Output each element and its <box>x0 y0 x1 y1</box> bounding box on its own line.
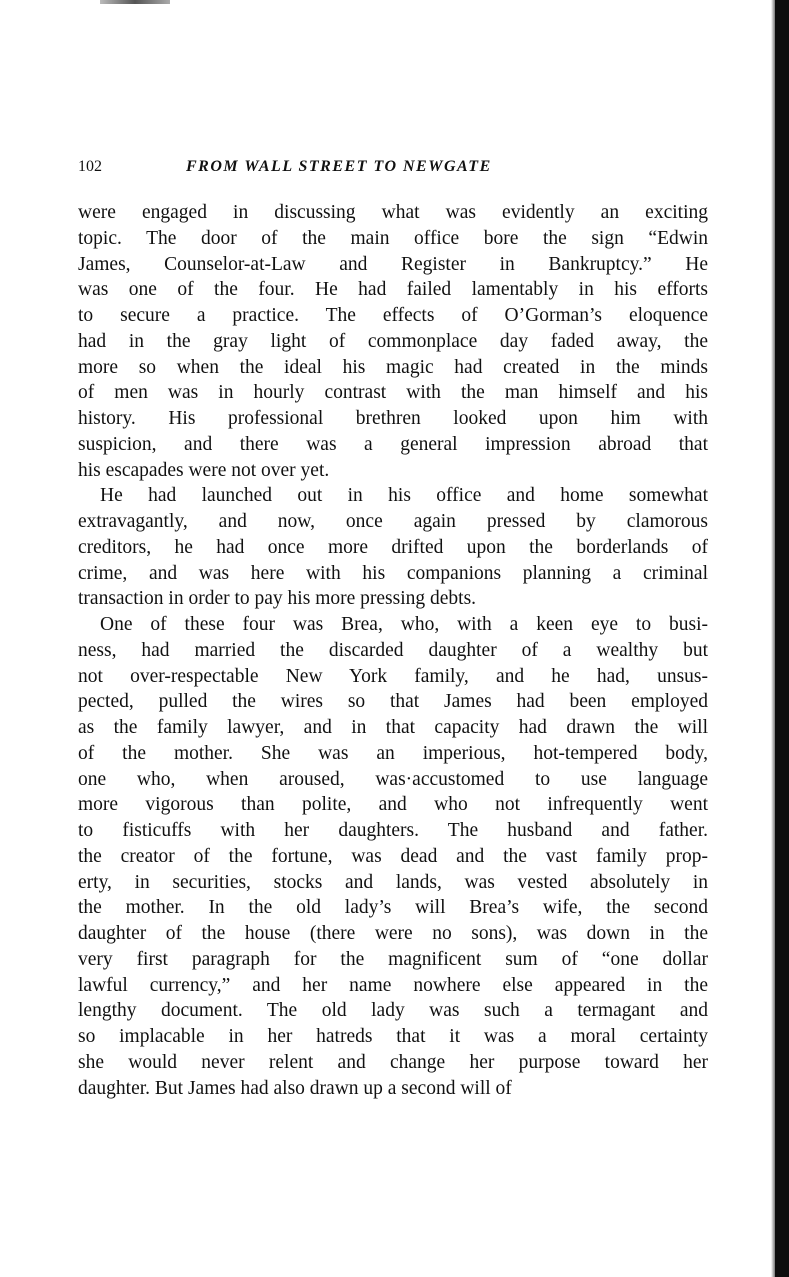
paragraph <box>78 483 708 612</box>
text-line: so implacable in her hatreds that it was a moral certainty <box>78 1026 708 1047</box>
paragraph <box>78 612 708 1101</box>
text-line: was one of the four. He had failed lamentably in his efforts <box>78 279 708 301</box>
text-line: as the family lawyer, and in that capacity had drawn the will <box>78 717 708 738</box>
scan-mark <box>100 0 170 4</box>
text-line: topic. The door of the main office bore the sign “Edwin <box>78 227 708 249</box>
text-line: to fisticuffs with her daughters. The husband and father. <box>78 820 708 841</box>
text-line: to secure a practice. The effects of O’Gorman’s eloquence <box>78 305 708 326</box>
text-line: one who, when aroused, was·accustomed to use language <box>78 768 708 790</box>
text-line: his escapades were not over yet. <box>78 459 330 481</box>
paragraph <box>78 200 708 483</box>
text-line: more so when the ideal his magic had created in the minds <box>78 356 708 378</box>
text-line: not over-respectable New York family, and he had, unsus- <box>78 665 708 687</box>
text-line: very first paragraph for the magnificent sum of “one dollar <box>78 948 708 970</box>
text-line: James, Counselor-at-Law and Register in Bankruptcy.” He <box>78 253 708 275</box>
text-line: He had launched out in his office and home somewhat <box>100 485 708 507</box>
page-edge <box>775 0 789 1277</box>
text-line: crime, and was here with his companions planning a criminal <box>78 562 708 584</box>
running-title: FROM WALL STREET TO NEWGATE <box>186 158 492 175</box>
text-line: transaction in order to pay his more pressing debts. <box>78 588 477 610</box>
page-header <box>78 158 708 182</box>
text-line: extravagantly, and now, once again pressed by clamorous <box>78 511 708 532</box>
text-line: lengthy document. The old lady was such a termagant and <box>78 1000 708 1022</box>
text-line: more vigorous than polite, and who not infrequently went <box>78 794 708 816</box>
text-line: suspicion, and there was a general impression abroad that <box>78 433 708 455</box>
text-line: were engaged in discussing what was evidently an exciting <box>78 202 708 223</box>
text-line: had in the gray light of commonplace day faded away, the <box>78 330 708 352</box>
body-text <box>78 200 708 1101</box>
text-line: she would never relent and change her purpose toward her <box>78 1051 708 1073</box>
text-line: erty, in securities, stocks and lands, was vested absolutely in <box>78 871 708 893</box>
text-line: ness, had married the discarded daughter of a wealthy but <box>78 639 708 661</box>
page-number: 102 <box>78 158 102 175</box>
text-line: daughter of the house (there were no sons), was down in the <box>78 923 708 944</box>
text-line: lawful currency,” and her name nowhere else appeared in the <box>78 974 708 996</box>
text-line: history. His professional brethren looked upon him with <box>78 408 708 429</box>
text-line: the creator of the fortune, was dead and the vast family prop- <box>78 845 708 867</box>
text-line: the mother. In the old lady’s will Brea’s wife, the second <box>78 897 708 919</box>
text-line: of men was in hourly contrast with the man himself and his <box>78 382 708 404</box>
text-line: creditors, he had once more drifted upon the borderlands of <box>78 536 708 558</box>
text-line: One of these four was Brea, who, with a keen eye to busi- <box>100 614 708 635</box>
text-line: pected, pulled the wires so that James had been employed <box>78 691 708 713</box>
text-line: daughter. But James had also drawn up a second will of <box>78 1077 512 1099</box>
text-line: of the mother. She was an imperious, hot-tempered body, <box>78 742 708 764</box>
